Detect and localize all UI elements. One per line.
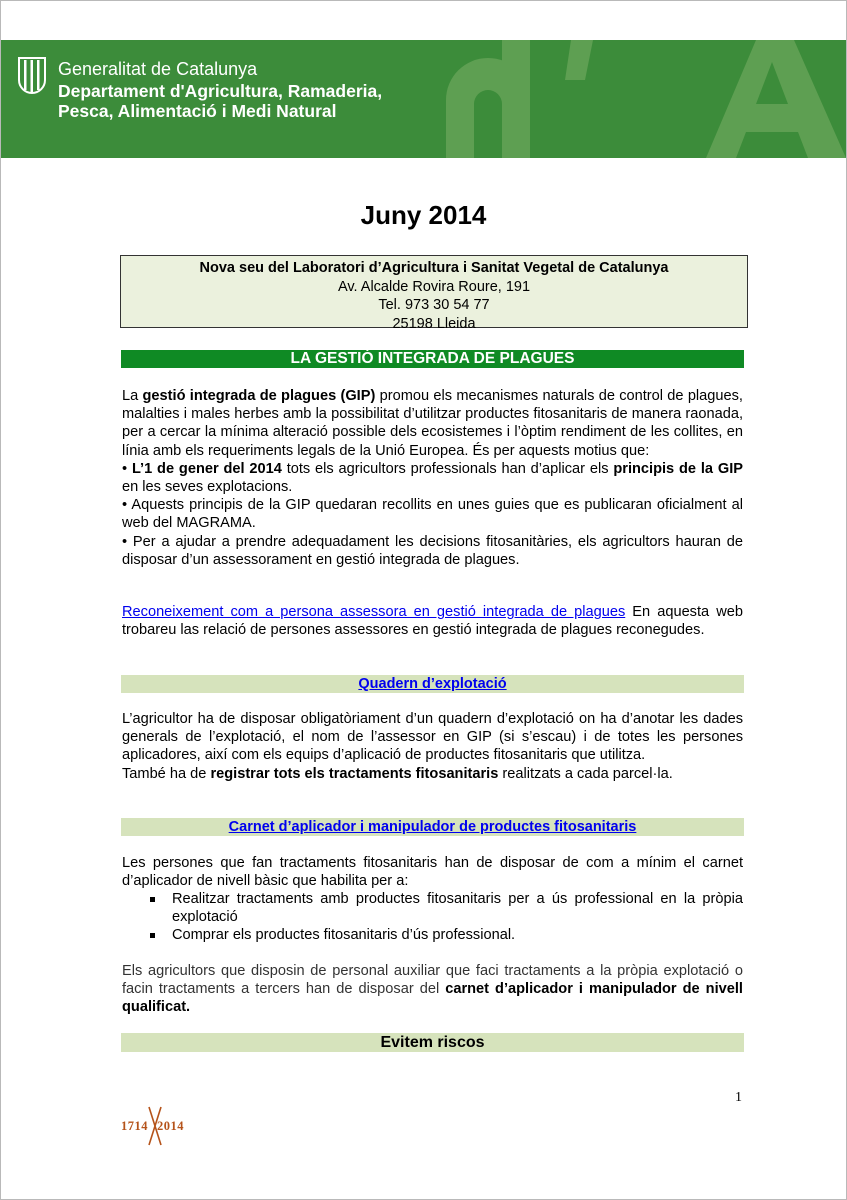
phone-number: Tel. 973 30 54 77 [378,297,490,313]
text-bold: registrar tots els tractaments fitosanitaris [210,765,499,782]
section-heading-gip: LA GESTIÓ INTEGRADA DE PLAGUES [121,350,744,368]
registre-line [122,765,743,783]
anniv-year-right: 2014 [157,1119,184,1133]
text-span: L’agricultor ha de disposar obligatòriament d’un quadern d’explotació on ha d’anotar les dades generals de l’explotació, el nom de l’assessor en GIP (si s’escau) i de totes les persones aplicadores, així com els equips d’aplicació de productes fitosanitaris que utilitza. [122,711,743,764]
quadern-paragraph [122,710,743,783]
text-bold: L’1 de gener del 2014 [131,460,282,477]
bullet-item: • Per a ajudar a prendre adequadament les decisions fitosanitàries, els agricultors hauran de disposar d’un assessorament en gestió integrada de plagues. [122,533,743,568]
section-heading-carnet [121,818,744,836]
text-bold: principis de la GIP [613,460,744,477]
section-heading-riscos: Evitem riscos [121,1033,744,1052]
org-name: Generalitat de Catalunya [58,59,258,79]
text-bold: gestió integrada de plagues (GIP) [142,388,376,404]
page-title: Juny 2014 [360,200,487,230]
section-heading-quadern [121,675,744,693]
department-name-line2: Pesca, Alimentació i Medi Natural [58,101,337,121]
anniv-year-left: 1714 [121,1119,148,1133]
generalitat-crest-icon [17,56,47,96]
da-watermark-logo [406,40,846,158]
list-item [150,926,743,944]
assessor-paragraph [122,603,743,639]
text-span: en les seves explotacions. [122,479,293,496]
address-box [120,255,748,332]
text-span: realitzats a cada parcel·la. [498,765,673,782]
square-bullet-icon [150,933,155,938]
assessor-recognition-link[interactable]: Reconeixement com a persona assessora en gestió integrada de plagues [122,604,626,620]
anniversary-logo [121,1106,187,1146]
text-span: La [122,388,143,404]
text-span: També ha de [122,765,211,782]
bullet-glyph: • [122,460,128,477]
text-span: tots els agricultors professionals han d’aplicar els [281,460,614,477]
text-span: Els agricultors que disposin de personal auxiliar que faci tractaments a la pròpia explotació o facin tractaments a tercers han de disposar del [122,963,743,998]
text-span: En aquesta web trobareu las relació de persones assessores en gestió integrada de plagues reconegudes. [122,604,743,639]
quadern-link[interactable]: Quadern d’explotació [358,676,507,692]
carnet-bullet-list [150,890,743,945]
street-address: Av. Alcalde Rovira Roure, 191 [337,278,531,295]
carnet-link[interactable]: Carnet d’aplicador i manipulador de productes fitosanitaris [228,819,637,835]
department-name-line1: Departament d'Agricultura, Ramaderia, [58,81,383,101]
text-bold: carnet d’aplicador i manipulador de nivell qualificat. [122,981,743,1016]
header-banner [1,40,846,158]
auxiliar-paragraph [122,962,743,1017]
gip-intro-paragraph [122,387,743,569]
list-item [150,890,743,926]
lab-name: Nova seu del Laboratori d’Agricultura i Sanitat Vegetal de Catalunya [199,260,669,276]
list-item-text: Realitzar tractaments amb productes fitosanitaris per a ús professional en la pròpia explotació [172,891,743,926]
postal-city: 25198 Lleida [392,315,476,332]
list-item-text: Comprar els productes fitosanitaris d’ús professional. [172,927,516,944]
square-bullet-icon [150,897,155,902]
bullet-item [122,460,743,496]
text-span: promou els mecanismes naturals de control de plagues, malalties i males herbes amb la possibilitat d’utilitzar productes fitosanitaris de manera raonada, per a cercar la mínima alteració possible dels ecosistemes i l’òptim rendiment de les collites, en línia amb els requeriments legals de la Unió Europea. És per aquests motius que: [122,388,743,459]
bullet-item: • Aquests principis de la GIP quedaran recollits en unes guies que es publicaran oficialment al web del MAGRAMA. [122,497,743,532]
carnet-paragraph: Les persones que fan tractaments fitosanitaris han de disposar de com a mínim el carnet d’aplicador de nivell bàsic que habilita per a: [122,855,743,890]
page-number: 1 [735,1090,742,1105]
